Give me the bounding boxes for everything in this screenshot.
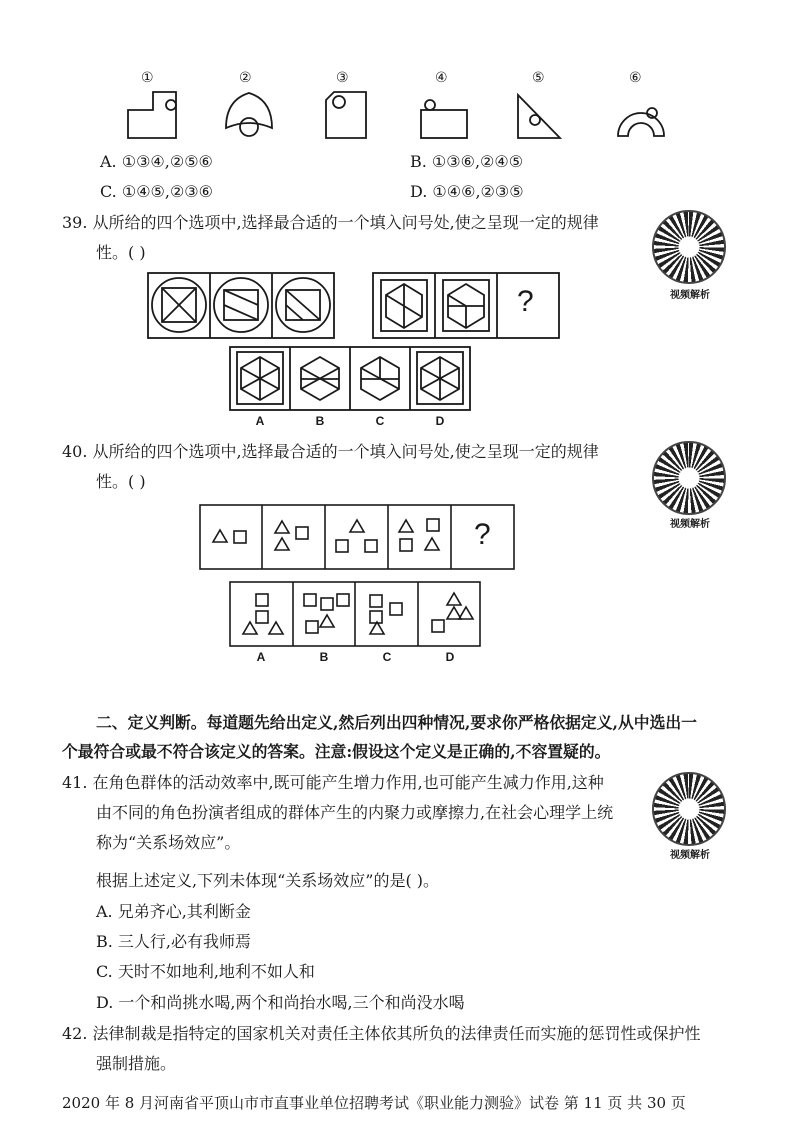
q40-label-d[interactable]: D [445, 650, 455, 664]
q39-question-mark: ? [517, 285, 534, 318]
shape-number-2: ② [239, 70, 252, 86]
q40-label-a[interactable]: A [256, 650, 266, 664]
q40-cell-3 [336, 520, 377, 552]
section2-heading-line2: 个最符合或最不符合该定义的答案。注意:假设这个定义是正确的,不容置疑的。 [62, 742, 611, 761]
q40-option-d-figure [432, 593, 473, 632]
q41-text-line1: 41. 在角色群体的活动效率中,既可能产生增力作用,也可能产生减力作用,这种 [62, 773, 604, 792]
q40-text-line1: 40. 从所给的四个选项中,选择最合适的一个填入问号处,使之呈现一定的规律 [62, 442, 599, 461]
q39-qr-caption: 视频解析 [670, 290, 710, 301]
shape-number-3: ③ [336, 70, 349, 86]
q40-text-line2: 性。( ) [96, 472, 146, 491]
q38-option-b[interactable]: B. ①③⑥,②④⑤ [410, 152, 524, 171]
q39-text-line2: 性。( ) [96, 243, 146, 262]
q39-text-line1: 39. 从所给的四个选项中,选择最合适的一个填入问号处,使之呈现一定的规律 [62, 213, 599, 232]
q42-text-line1: 42. 法律制裁是指特定的国家机关对责任主体依其所负的法律责任而实施的惩罚性或保护性 [62, 1024, 701, 1043]
q39-label-c[interactable]: C [375, 414, 385, 428]
page-footer: 2020 年 8 月河南省平顶山市市直事业单位招聘考试《职业能力测验》试卷 第 11 页 共 30 页 [62, 1094, 686, 1112]
q40-cell-1 [213, 530, 246, 543]
q40-option-a-figure [243, 594, 283, 634]
q41-option-b[interactable]: B. 三人行,必有我师焉 [96, 932, 252, 951]
shape-number-5: ⑤ [532, 70, 545, 86]
q40-label-c[interactable]: C [382, 650, 392, 664]
q41-option-c[interactable]: C. 天时不如地利,地利不如人和 [96, 962, 315, 981]
q40-qr-caption: 视频解析 [670, 519, 710, 530]
q41-stem: 根据上述定义,下列未体现“关系场效应”的是( )。 [96, 871, 440, 890]
q40-option-c-figure [370, 595, 402, 634]
q40-question-mark: ? [474, 518, 491, 551]
q39-label-d[interactable]: D [435, 414, 445, 428]
q41-qr-caption: 视频解析 [670, 850, 710, 861]
shape-number-4: ④ [435, 70, 448, 86]
q41-text-line3: 称为“关系场效应”。 [96, 833, 241, 852]
q41-qr-code-icon[interactable] [652, 772, 726, 846]
q40-label-b[interactable]: B [319, 650, 329, 664]
q40-option-b-figure [304, 594, 349, 633]
q38-option-a[interactable]: A. ①③④,②⑤⑥ [100, 152, 213, 171]
q41-option-d[interactable]: D. 一个和尚挑水喝,两个和尚抬水喝,三个和尚没水喝 [96, 993, 465, 1012]
q39-label-b[interactable]: B [315, 414, 325, 428]
q38-option-d[interactable]: D. ①④⑥,②③⑤ [410, 182, 524, 201]
q39-label-a[interactable]: A [255, 414, 265, 428]
q40-cell-4 [399, 519, 439, 551]
section2-heading-line1: 二、定义判断。每道题先给出定义,然后列出四种情况,要求你严格依据定义,从中选出一 [96, 713, 697, 732]
q38-option-c[interactable]: C. ①④⑤,②③⑥ [100, 182, 213, 201]
shape-number-1: ① [141, 70, 154, 86]
q41-option-a[interactable]: A. 兄弟齐心,其利断金 [96, 902, 251, 921]
q40-cell-2 [275, 521, 308, 550]
q42-text-line2: 强制措施。 [96, 1054, 177, 1073]
q41-text-line2: 由不同的角色扮演者组成的群体产生的内聚力或摩擦力,在社会心理学上统 [96, 803, 614, 822]
shape-number-6: ⑥ [629, 70, 642, 86]
